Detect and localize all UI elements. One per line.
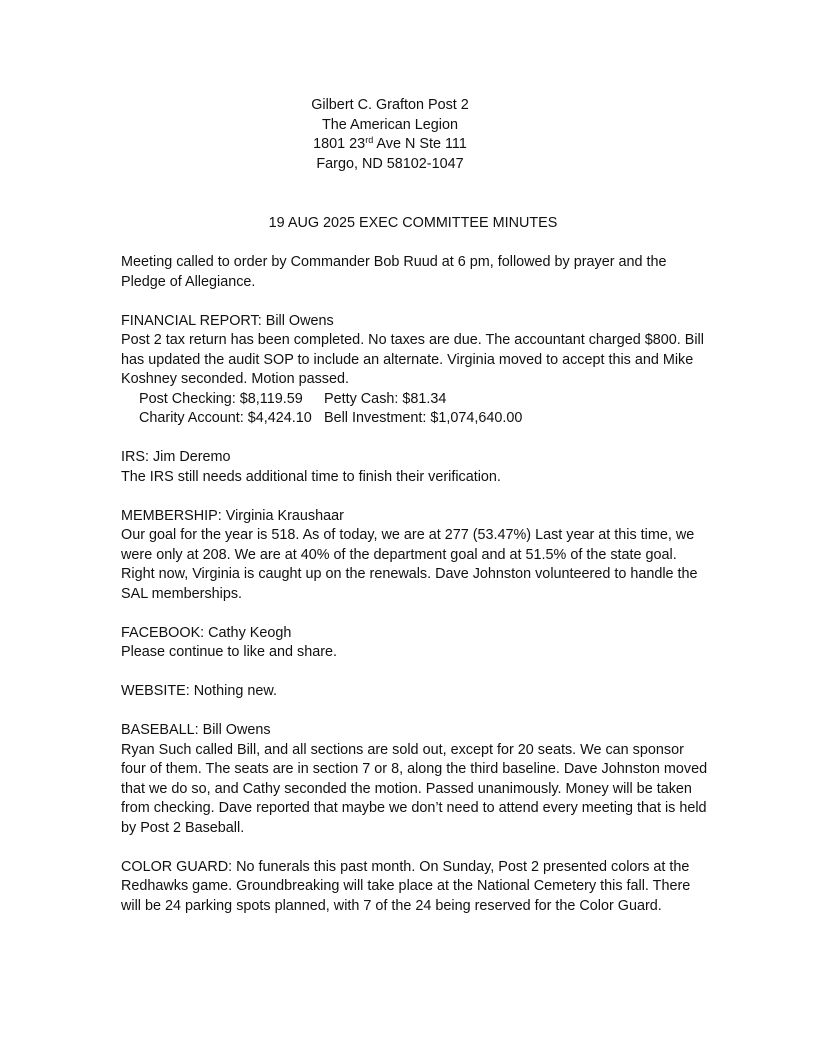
org-name: Gilbert C. Grafton Post 2	[311, 97, 469, 113]
opening-text: Meeting called to order by Commander Bob Ruud at 6 pm, followed by prayer and the Pledge of Allegiance.	[121, 254, 667, 290]
document-title: 19 AUG 2025 EXEC COMMITTEE MINUTES	[268, 215, 558, 231]
color-guard-text: COLOR GUARD: No funerals this past month. On Sunday, Post 2 presented colors at the Redhawks game. Groundbreaking will take place at the National Cemetery this fall. There will be 24 parking spots planned, with 7 of the 24 being reserved for the Color Guard.	[121, 858, 691, 914]
membership-heading: MEMBERSHIP: Virginia Kraushaar	[121, 507, 344, 524]
city-line: Fargo, ND 58102-1047	[316, 155, 464, 172]
letterhead	[0, 96, 780, 174]
financial-text: Post 2 tax return has been completed. No taxes are due. The accountant charged $800. Bill has updated the audit SOP to include an alternate. Virginia moved to accept this and Mike Koshney seconded. Motion passed.	[121, 332, 704, 387]
baseball-text: Ryan Such called Bill, and all sections are sold out, except for 20 seats. We can sponsor four of them. The seats are in section 7 or 8, along the third baseline. Dave Johnston moved that we do so, and Cathy seconded the motion. Passed unanimously. Money will be taken from checking. Dave reported that maybe we don’t need to attend every meeting that is held by Post 2 Baseball.	[121, 741, 708, 836]
financial-heading: FINANCIAL REPORT: Bill Owens	[121, 312, 334, 329]
bell-investment: Bell Investment: $1,074,640.00	[324, 410, 523, 426]
address-suffix: Ave N Ste 111	[373, 136, 467, 153]
minutes-body	[121, 253, 711, 936]
facebook-section	[121, 624, 711, 663]
baseball-heading: BASEBALL: Bill Owens	[121, 722, 271, 738]
financial-section	[121, 312, 711, 429]
balances-row-2	[121, 409, 711, 429]
address-superscript: rd	[365, 135, 374, 146]
balances-row-1	[121, 390, 711, 410]
address-line	[0, 135, 780, 155]
facebook-heading: FACEBOOK: Cathy Keogh	[121, 624, 292, 641]
baseball-section	[121, 721, 711, 838]
irs-heading: IRS: Jim Deremo	[121, 449, 231, 465]
opening-section	[121, 253, 711, 292]
petty-cash: Petty Cash: $81.34	[324, 390, 447, 407]
post-checking: Post Checking: $8,119.59	[139, 390, 303, 407]
facebook-text: Please continue to like and share.	[121, 644, 338, 660]
irs-section	[121, 448, 711, 487]
color-guard-section	[121, 858, 711, 917]
irs-text: The IRS still needs additional time to finish their verification.	[121, 468, 501, 485]
address-prefix: 1801 23	[313, 136, 366, 153]
membership-section	[121, 507, 711, 605]
website-heading: WEBSITE: Nothing new.	[121, 683, 277, 699]
website-section	[121, 682, 711, 702]
membership-text: Our goal for the year is 518. As of today, we are at 277 (53.47%) Last year at this time, we were only at 208. We are at 40% of the department goal and at 51.5% of the state goal. Right now, Virginia is caught up on the renewals. Dave Johnston volunteered to handle the SAL memberships.	[121, 527, 698, 602]
charity-account: Charity Account: $4,424.10	[139, 410, 312, 426]
org-parent: The American Legion	[322, 116, 458, 133]
